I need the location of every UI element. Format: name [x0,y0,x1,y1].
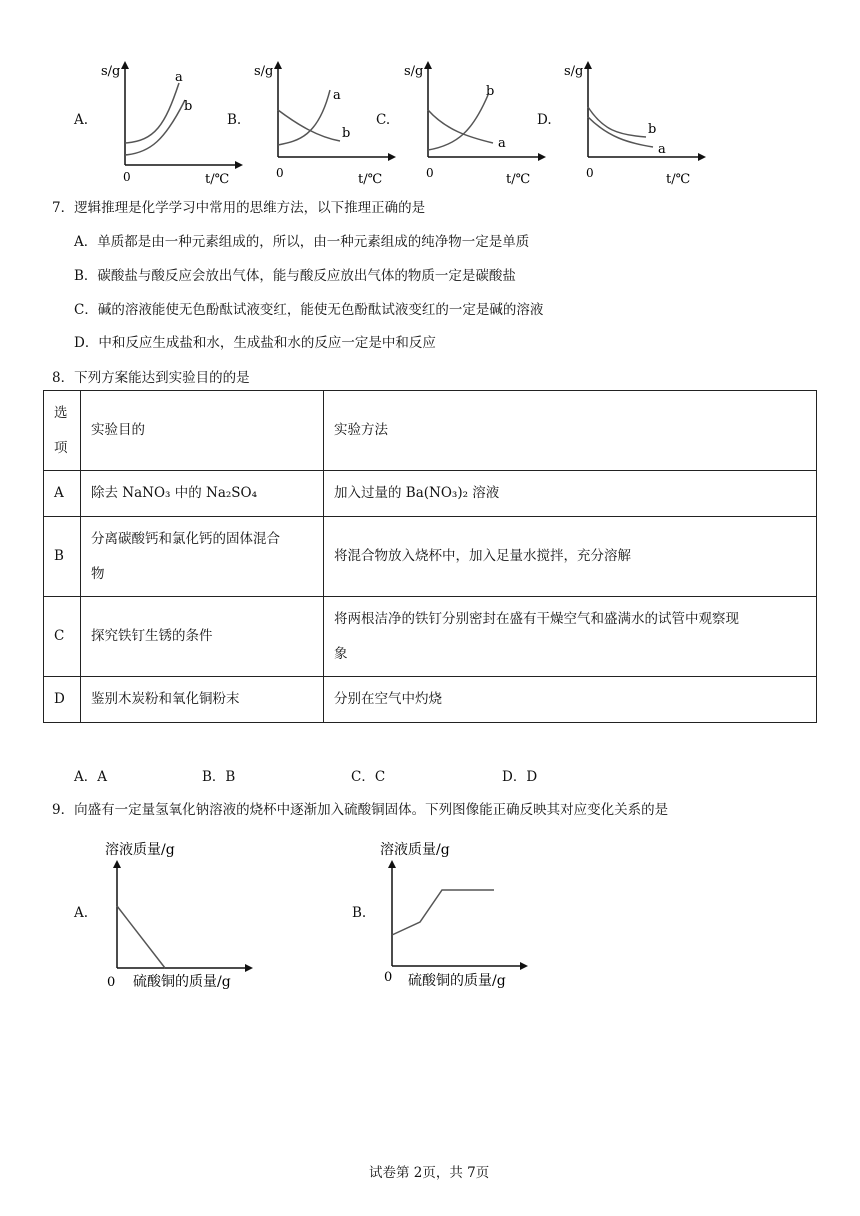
x-axis-label: 硫酸铜的质量/g [408,973,506,989]
row-method: 加入过量的 Ba(NO₃)₂ 溶液 [324,471,817,517]
q6-option-d-label: D. [537,112,552,128]
y-axis-label: s/g [101,64,121,79]
curve-b [278,110,340,141]
header-option: 选 项 [44,391,81,471]
row-method: 将两根洁净的铁钉分别密封在盛有干燥空气和盛满水的试管中观察现 象 [324,597,817,677]
y-axis-label: s/g [404,64,424,79]
row-option: C [44,597,81,677]
page-footer: 试卷第 2页，共 7页 [369,1165,490,1181]
q6-option-b-label: B. [227,112,242,128]
q8-choice-c: C．C [351,769,386,785]
y-axis-label: s/g [564,64,584,79]
row-option: A [44,471,81,517]
q7-stem: 7．逻辑推理是化学学习中常用的思维方法，以下推理正确的是 [52,200,426,216]
row-purpose: 分离碳酸钙和氯化钙的固体混合 物 [81,517,324,597]
origin-label: 0 [276,166,284,180]
row-purpose: 鉴别木炭粉和氧化铜粉末 [81,677,324,723]
origin-label: 0 [123,170,131,184]
curve-a [125,83,179,143]
origin-label: 0 [107,975,116,990]
table-row [44,471,817,517]
curve-label-a: a [333,88,341,103]
q8-stem: 8．下列方案能达到实验目的的是 [52,370,250,386]
curve-a [278,90,330,145]
curve-label-b: b [648,122,657,137]
q6-graph-c [398,55,548,190]
q7-option-a: A．单质都是由一种元素组成的，所以，由一种元素组成的纯净物一定是单质 [74,234,530,250]
row-purpose: 除去 NaNO₃ 中的 Na₂SO₄ [81,471,324,517]
q6-option-a-label: A. [74,112,89,128]
y-axis-label: 溶液质量/g [380,842,450,858]
x-axis-arrow [245,964,253,972]
q6-graph-d [558,55,708,190]
curve-label-b: b [342,126,351,141]
curve-label-a: a [498,136,506,151]
row-option: B [44,517,81,597]
curve-a [588,117,653,147]
x-axis-label: 硫酸铜的质量/g [133,974,231,990]
graph-line [117,906,165,968]
table-row [44,597,817,677]
origin-label: 0 [384,970,393,985]
q9-graph-a [95,838,265,998]
q9-option-b-label: B. [352,905,367,921]
x-axis-label: t/℃ [506,172,531,187]
curve-label-a: a [658,142,666,157]
curve-label-b: b [486,84,495,99]
q8-choice-d: D．D [502,769,538,785]
q8-choice-b: B．B [202,769,236,785]
header-purpose: 实验目的 [81,391,324,471]
y-axis-arrow [388,860,396,868]
q6-graph-a [95,55,245,190]
curve-a [428,110,493,143]
y-axis-label: s/g [254,64,274,79]
y-axis-arrow [121,61,129,69]
origin-label: 0 [426,166,434,180]
q7-option-c: C．碱的溶液能使无色酚酞试液变红，能使无色酚酞试液变红的一定是碱的溶液 [74,302,544,318]
curve-b [428,95,488,150]
q9-stem: 9．向盛有一定量氢氧化钠溶液的烧杯中逐渐加入硫酸铜固体。下列图像能正确反映其对应变化关系的是 [52,802,669,818]
row-method: 分别在空气中灼烧 [324,677,817,723]
origin-label: 0 [586,166,594,180]
table-header-row [44,391,817,471]
curve-label-b: b [184,99,193,114]
row-option: D [44,677,81,723]
q9-option-a-label: A. [74,905,89,921]
q8-table [43,390,817,723]
q8-choice-a: A．A [74,769,107,785]
q9-graph-b [370,838,540,998]
table-row [44,677,817,723]
graph-line [392,890,494,935]
row-purpose: 探究铁钉生锈的条件 [81,597,324,677]
q6-option-c-label: C. [376,112,391,128]
x-axis-label: t/℃ [666,172,691,187]
y-axis-arrow [113,860,121,868]
x-axis-label: t/℃ [358,172,383,187]
row-method: 将混合物放入烧杯中，加入足量水搅拌，充分溶解 [324,517,817,597]
table-row [44,517,817,597]
x-axis-arrow [235,161,243,169]
curve-b [588,107,646,137]
curve-b [125,100,185,155]
x-axis-label: t/℃ [205,172,230,187]
q7-option-b: B．碳酸盐与酸反应会放出气体，能与酸反应放出气体的物质一定是碳酸盐 [74,268,516,284]
curve-label-a: a [175,70,183,85]
x-axis-arrow [520,962,528,970]
q7-option-d: D．中和反应生成盐和水，生成盐和水的反应一定是中和反应 [74,335,436,351]
y-axis-label: 溶液质量/g [105,842,175,858]
header-method: 实验方法 [324,391,817,471]
